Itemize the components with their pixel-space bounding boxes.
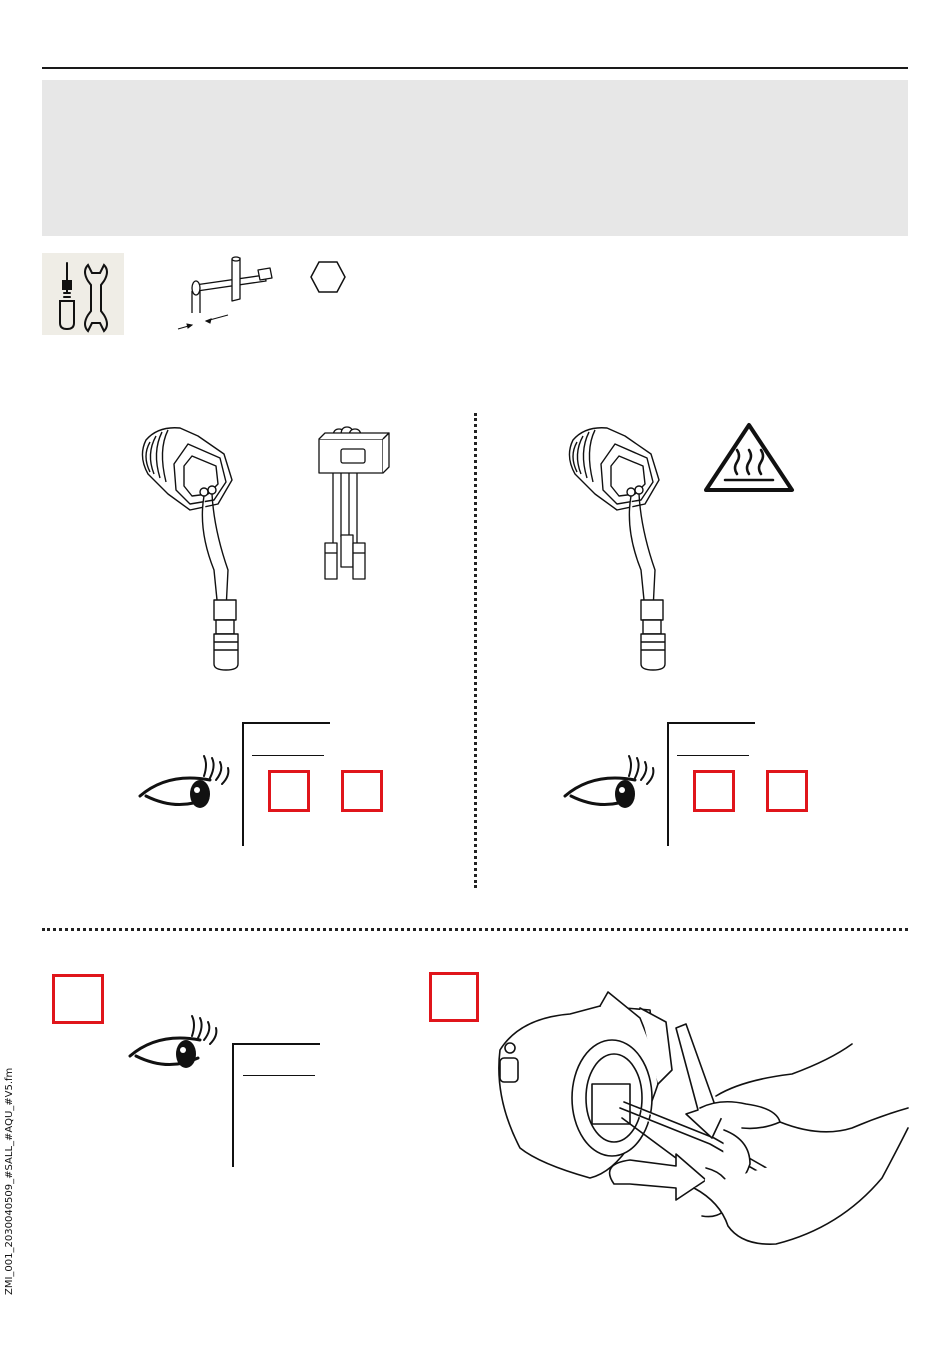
top-rule [42, 67, 908, 69]
step-box-right [429, 972, 479, 1022]
step-box-left [52, 974, 104, 1024]
result-line [677, 755, 749, 756]
result-bracket [232, 1043, 320, 1167]
hot-surface-warning-icon [703, 422, 795, 494]
screwdriver-wrench-icon [42, 253, 124, 335]
eye-icon [563, 752, 655, 814]
disconnect-cable-illustration [480, 988, 910, 1253]
file-reference: ZMI_001_2030040509_#SALL_#AQU_#V5.fm [4, 1067, 15, 1295]
eye-icon [128, 1012, 220, 1074]
vertical-separator [474, 413, 477, 888]
checkbox-left-1[interactable] [268, 770, 310, 812]
result-line [252, 755, 324, 756]
checkbox-right-2[interactable] [766, 770, 808, 812]
checkbox-left-2[interactable] [341, 770, 383, 812]
hexagon-icon [310, 260, 346, 294]
eye-icon [138, 752, 230, 814]
tools-panel [42, 253, 124, 335]
cartridge-cable-illustration [128, 420, 268, 680]
socket-wrench-icon [170, 255, 290, 335]
checkbox-right-1[interactable] [693, 770, 735, 812]
connector-box-illustration [305, 425, 395, 590]
result-line [243, 1075, 315, 1076]
cartridge-cable-illustration [555, 420, 695, 680]
header-banner [42, 80, 908, 236]
horizontal-separator [42, 928, 908, 931]
